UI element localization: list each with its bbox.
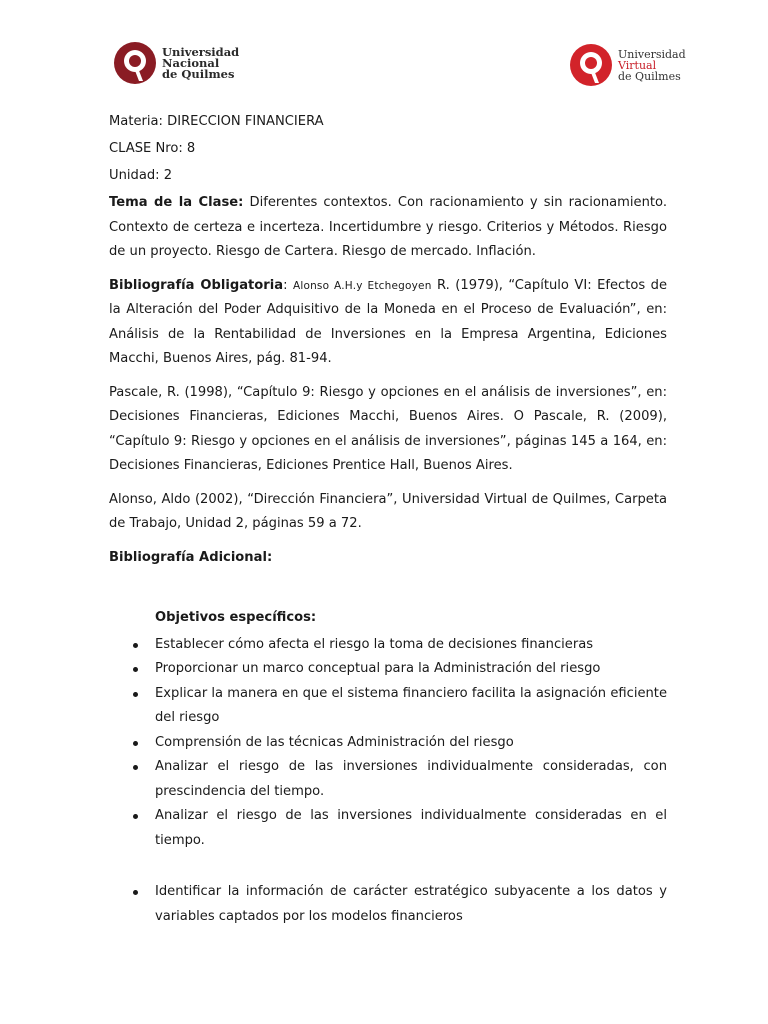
author-alonso: Alonso A.H. xyxy=(292,279,357,292)
alonso-paragraph: Alonso, Aldo (2002), “Dirección Financiera”, Universidad Virtual de Quilmes, Carpeta de Trabajo, Unidad 2, páginas 59 a 72. xyxy=(109,491,667,531)
bib-obligatoria-text: R. (1979), “Capítulo VI: Efectos de la Alteración del Poder Adquisitivo de la Moneda en el Proceso de Evaluación”, en: Análisis de la Rentabilidad de Inversiones en la Empresa Argentina, Ediciones Macchi, Buenos Aires, pág. 81-94. xyxy=(109,277,667,366)
logo-line-3: de Quilmes xyxy=(618,69,681,83)
materia-line: Materia: DIRECCION FINANCIERA xyxy=(109,114,324,129)
objectives-section xyxy=(109,606,667,929)
list-item: Analizar el riesgo de las inversiones individualmente consideradas, con prescindencia del tiempo. xyxy=(109,755,667,804)
list-item: Proporcionar un marco conceptual para la Administración del riesgo xyxy=(109,657,667,682)
tema-text: Diferentes contextos. Con racionamiento y sin racionamiento. Contexto de certeza e incerteza. Incertidumbre y riesgo. Criterios y Métodos. Riesgo de un proyecto. Riesgo de Cartera. Riesgo de mercado. Inflación. xyxy=(109,195,667,259)
logo-line-2: Virtual xyxy=(618,58,657,72)
logo-line-3: de Quilmes xyxy=(162,66,235,81)
list-item: Explicar la manera en que el sistema financiero facilita la asignación eficiente del riesgo xyxy=(109,682,667,731)
author-etchegoyen: Etchegoyen xyxy=(367,279,432,292)
uvq-q-logo-icon xyxy=(568,42,614,88)
bib-adicional-heading: Bibliografía Adicional: xyxy=(109,549,273,565)
unq-q-logo-icon xyxy=(112,40,158,86)
tema-label: Tema de la Clase: xyxy=(109,195,244,210)
list-item: Analizar el riesgo de las inversiones individualmente consideradas en el tiempo. xyxy=(109,804,667,853)
clase-line: CLASE Nro: 8 xyxy=(109,141,196,156)
list-item: Identificar la información de carácter estratégico subyacente a los datos y variables captados por los modelos financieros xyxy=(109,880,667,929)
unq-logo xyxy=(112,40,239,86)
logo-line-1: Universidad xyxy=(618,47,686,61)
logo-line-1: Universidad xyxy=(162,44,240,59)
list-item: Establecer cómo afecta el riesgo la toma de decisiones financieras xyxy=(109,633,667,658)
bib-colon: : xyxy=(283,277,293,293)
list-item: Comprensión de las técnicas Administración del riesgo xyxy=(109,731,667,756)
bib-obligatoria-label: Bibliografía Obligatoria xyxy=(109,277,284,293)
uvq-logo xyxy=(568,42,686,88)
document-body xyxy=(109,110,667,929)
pascale-paragraph: Pascale, R. (1998), “Capítulo 9: Riesgo y opciones en el análisis de inversiones”, en: Decisiones Financieras, Ediciones Macchi, Buenos Aires. O Pascale, R. (2009), “Capítulo 9: Riesgo y opciones en el análisis de inversiones”, páginas 145 a 164, en: Decisiones Financieras, Ediciones Prentice Hall, Buenos Aires. xyxy=(109,384,667,473)
bib-obligatoria-paragraph xyxy=(109,274,667,372)
tema-paragraph xyxy=(109,191,667,265)
logo-line-2: Nacional xyxy=(162,55,220,70)
objectives-list xyxy=(109,633,667,930)
objectives-title: Objetivos específicos: xyxy=(155,610,317,625)
page-header xyxy=(0,36,768,96)
author-y: y xyxy=(356,279,368,292)
unidad-line: Unidad: 2 xyxy=(109,168,173,183)
